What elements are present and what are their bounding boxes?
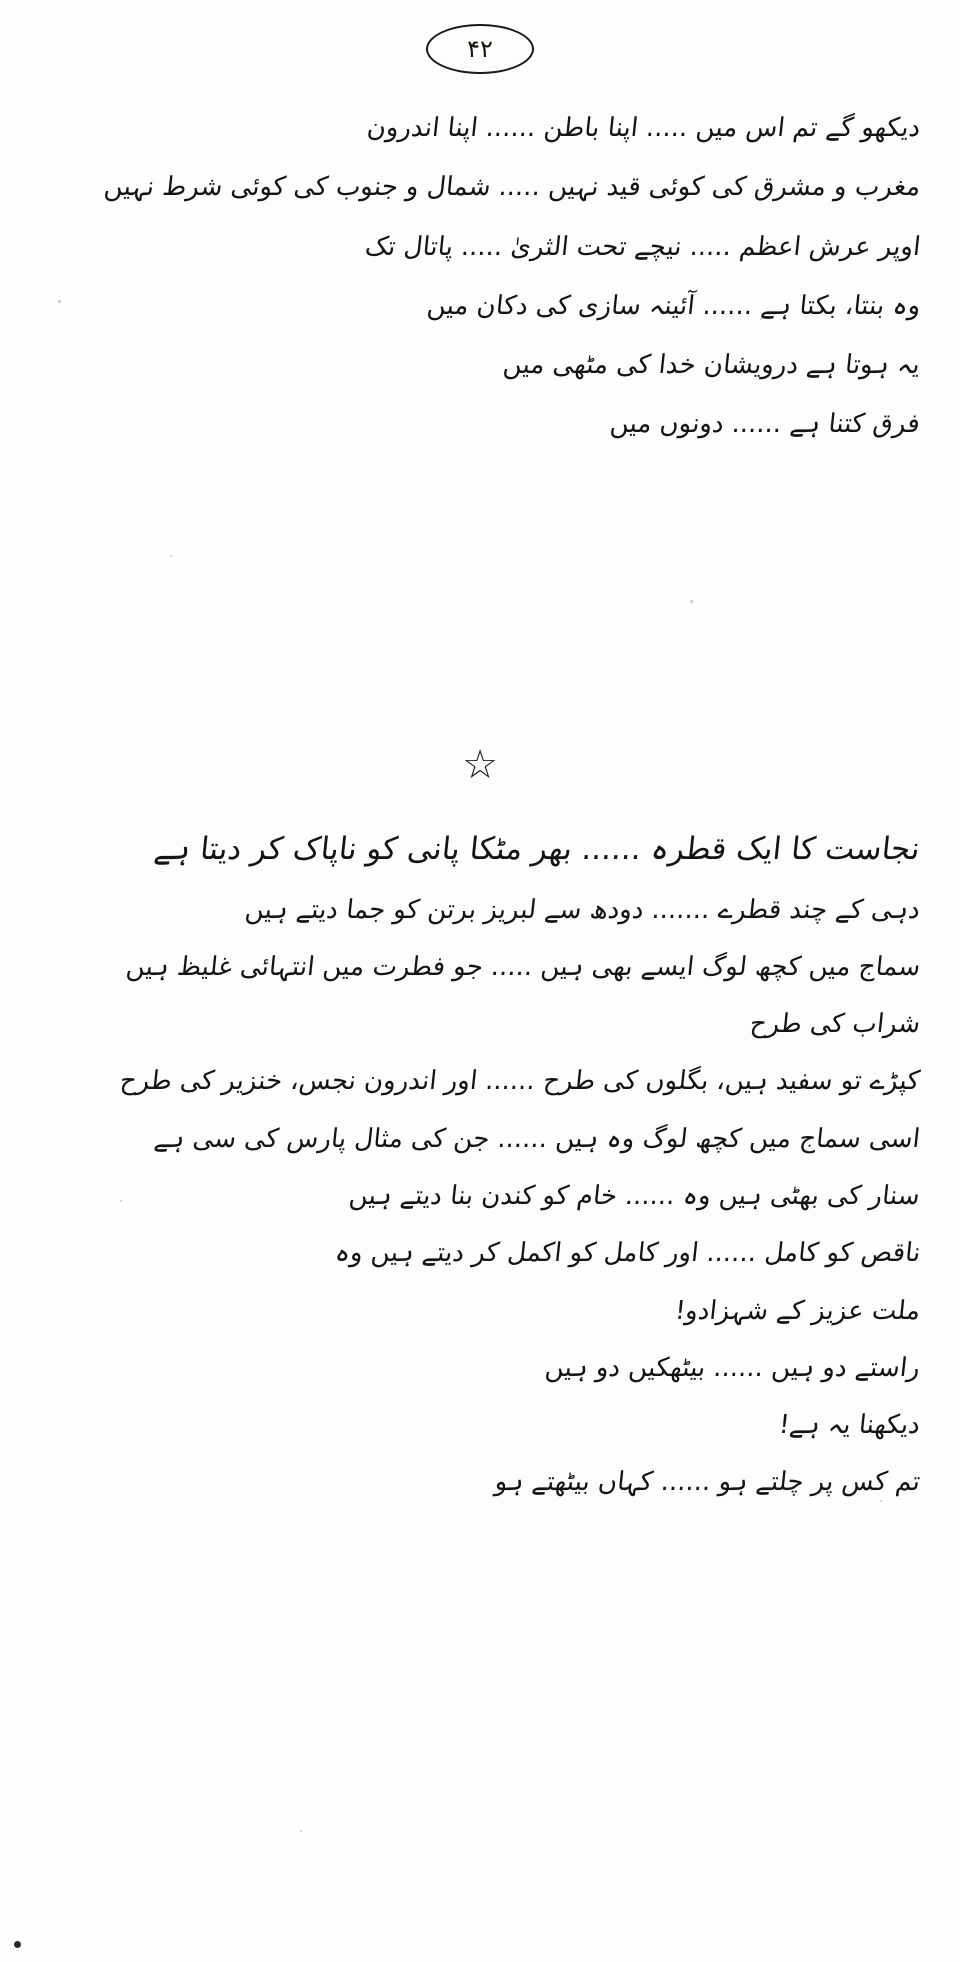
verse-line-text: یہ ہوتا ہے درویشان خدا کی مٹھی میں (501, 350, 922, 381)
page-number: ۴۲ (426, 24, 534, 74)
paper-speck (690, 600, 693, 603)
verse-line (0, 112, 960, 145)
verse-line (0, 1466, 960, 1499)
verse-line-text: دیکھو گے تم اس میں ..... اپنا باطن ...... اپنا اندرون (365, 113, 922, 143)
verse-line (0, 894, 960, 927)
page-number-container (0, 24, 960, 74)
verse-line-text: دیکھنا یہ ہے! (777, 1410, 922, 1441)
verse-line (0, 1409, 960, 1442)
verse-line (0, 1295, 960, 1328)
verse-line-text: اوپر عرش اعظم ..... نیچے تحت الثریٰ ..... پاتال تک (363, 231, 922, 262)
verse-line (0, 408, 960, 441)
verse-line (0, 1180, 960, 1213)
verse-block-one (0, 112, 960, 468)
verse-line (0, 1123, 960, 1156)
verse-line (0, 349, 960, 382)
verse-line (0, 231, 960, 264)
verse-line-text: مغرب و مشرق کی کوئی قید نہیں ..... شمال و جنوب کی کوئی شرط نہیں (102, 172, 922, 203)
paper-speck (300, 1830, 302, 1832)
verse-line (0, 171, 960, 204)
verse-line (0, 1352, 960, 1385)
verse-line (0, 1008, 960, 1041)
verse-line-text: اسی سماج میں کچھ لوگ وہ ہیں ...... جن کی مثال پارس کی سی ہے (152, 1123, 922, 1154)
verse-line (0, 830, 960, 870)
verse-line-text: تم کس پر چلتے ہو ...... کہاں بیٹھتے ہو (493, 1467, 922, 1498)
verse-line-text: راستے دو ہیں ...... بیٹھکیں دو ہیں (543, 1352, 922, 1383)
verse-line-text: وہ بنتا، بکتا ہے ...... آئینہ سازی کی دکان میں (425, 290, 922, 321)
verse-line-text: ملت عزیز کے شہزادو! (673, 1295, 922, 1326)
verse-line-text: سماج میں کچھ لوگ ایسے بھی ہیں ..... جو فطرت میں انتہائی غلیظ ہیں (124, 951, 922, 982)
star-icon: ☆ (462, 742, 498, 788)
verse-line-text: سنار کی بھٹی ہیں وہ ...... خام کو کندن بنا دیتے ہیں (347, 1181, 922, 1211)
verse-line-text: دہی کے چند قطرے ....... دودھ سے لبریز برتن کو جما دیتے ہیں (243, 894, 922, 925)
paper-speck (170, 555, 172, 557)
verse-line (0, 1065, 960, 1098)
verse-line-text: نجاست کا ایک قطرہ ...... بھر مٹکا پانی کو ناپاک کر دیتا ہے (152, 831, 922, 867)
verse-block-two (0, 830, 960, 1524)
section-divider (0, 742, 960, 788)
verse-line (0, 290, 960, 323)
verse-line-text: شراب کی طرح (748, 1009, 922, 1040)
verse-line-text: فرق کتنا ہے ...... دونوں میں (608, 409, 922, 440)
verse-line (0, 951, 960, 984)
verse-line-text: کپڑے تو سفید ہیں، بگلوں کی طرح ...... اور اندرون نجس، خنزیر کی طرح (118, 1066, 922, 1097)
paper-speck (14, 1941, 21, 1948)
verse-line-text: ناقص کو کامل ...... اور کامل کو اکمل کر دیتے ہیں وہ (333, 1238, 922, 1269)
verse-line (0, 1237, 960, 1270)
